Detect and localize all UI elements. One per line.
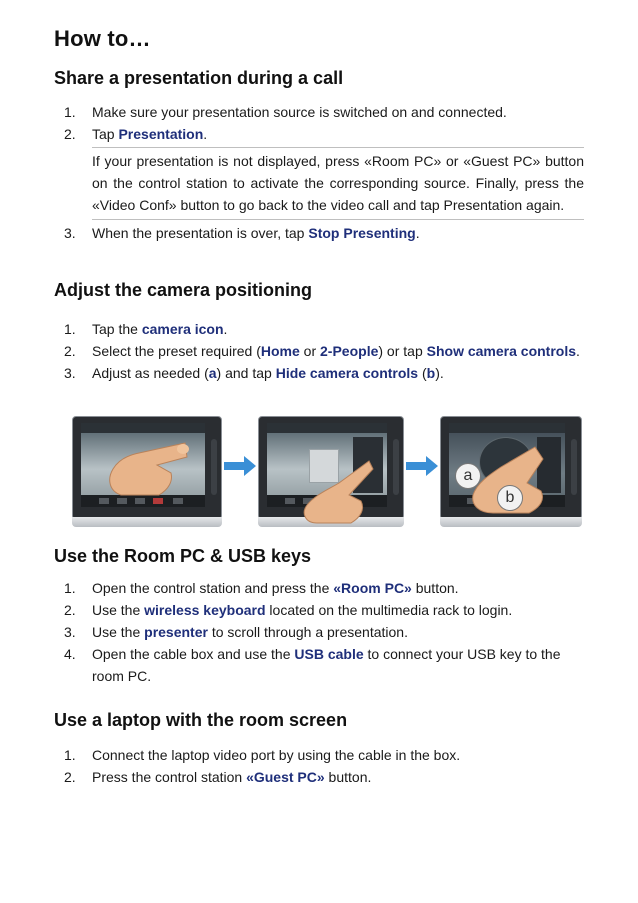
list-item xyxy=(64,318,584,340)
step-number: 1. xyxy=(64,104,76,120)
room-pc-steps xyxy=(64,577,584,687)
step-text: Open the cable box and use the USB cable to connect your USB key to the room PC. xyxy=(92,646,561,684)
step-text: Adjust as needed (a) and tap Hide camera controls (b). xyxy=(92,365,444,381)
list-item xyxy=(64,599,584,621)
step-number: 3. xyxy=(64,225,76,241)
step-text: When the presentation is over, tap Stop Presenting. xyxy=(92,225,420,241)
highlight-wireless-keyboard: wireless keyboard xyxy=(144,602,266,618)
section-heading-share-presentation: Share a presentation during a call xyxy=(54,68,344,88)
touch-panel-1 xyxy=(72,416,222,520)
list-item xyxy=(64,123,584,145)
step-text: Tap Presentation. xyxy=(92,126,208,142)
step-number: 1. xyxy=(64,321,76,337)
step-number: 2. xyxy=(64,602,76,618)
callout-b: b xyxy=(497,485,523,511)
camera-steps xyxy=(64,318,584,384)
step-text: Make sure your presentation source is switched on and connected. xyxy=(92,104,507,120)
highlight-presenter: presenter xyxy=(144,624,208,640)
step-text: Use the wireless keyboard located on the multimedia rack to login. xyxy=(92,602,513,618)
highlight-presentation: Presentation xyxy=(118,126,204,142)
page-title: How to… xyxy=(54,26,151,51)
list-item xyxy=(64,643,584,687)
highlight-guest-pc: «Guest PC» xyxy=(246,769,325,785)
highlight-b: b xyxy=(426,365,436,381)
step-number: 2. xyxy=(64,343,76,359)
list-item xyxy=(64,577,584,599)
list-item xyxy=(64,766,584,788)
touch-panel-2 xyxy=(258,416,404,520)
list-item xyxy=(64,621,584,643)
laptop-steps xyxy=(64,744,584,788)
step-number: 1. xyxy=(64,580,76,596)
highlight-a: a xyxy=(208,365,217,381)
highlight-show-camera-controls: Show camera controls xyxy=(426,343,577,359)
highlight-room-pc: «Room PC» xyxy=(333,580,412,596)
highlight-2-people: 2-People xyxy=(320,343,379,359)
list-item xyxy=(64,340,584,362)
arrow-right-icon xyxy=(222,454,258,478)
step-text: Use the presenter to scroll through a presentation. xyxy=(92,624,408,640)
step-number: 4. xyxy=(64,646,76,662)
share-presentation-steps xyxy=(64,101,584,244)
list-item xyxy=(64,222,584,244)
step-number: 1. xyxy=(64,747,76,763)
section-heading-camera: Adjust the camera positioning xyxy=(54,280,313,300)
highlight-hide-camera-controls: Hide camera controls xyxy=(275,365,419,381)
step-text: Select the preset required (Home or 2-People) or tap Show camera controls. xyxy=(92,343,580,359)
pointing-hand-icon xyxy=(99,429,191,501)
highlight-camera-icon: camera icon xyxy=(141,321,224,337)
highlight-stop-presenting: Stop Presenting xyxy=(308,225,416,241)
list-item xyxy=(64,101,584,123)
highlight-usb-cable: USB cable xyxy=(294,646,364,662)
step-text: Tap the camera icon. xyxy=(92,321,228,337)
list-item xyxy=(64,744,584,766)
section-heading-laptop: Use a laptop with the room screen xyxy=(54,710,348,730)
step-number: 3. xyxy=(64,365,76,381)
list-item xyxy=(64,362,584,384)
step-text: Open the control station and press the «Room PC» button. xyxy=(92,580,459,596)
step-number: 3. xyxy=(64,624,76,640)
highlight-home: Home xyxy=(260,343,300,359)
step-text: Press the control station «Guest PC» button. xyxy=(92,769,372,785)
arrow-right-icon xyxy=(404,454,440,478)
camera-illustration xyxy=(72,416,582,528)
section-heading-room-pc: Use the Room PC & USB keys xyxy=(54,546,312,566)
step-number: 2. xyxy=(64,126,76,142)
callout-a: a xyxy=(455,463,481,489)
step-text: Connect the laptop video port by using the cable in the box. xyxy=(92,747,461,763)
presentation-note: If your presentation is not displayed, press «Room PC» or «Guest PC» button on the control station to activate the corresponding source. Finally, press the «Video Conf» button to go back to the video call and tap Presentation again. xyxy=(92,147,584,220)
step-number: 2. xyxy=(64,769,76,785)
pointing-hand-icon xyxy=(295,455,375,525)
touch-panel-3 xyxy=(440,416,582,520)
